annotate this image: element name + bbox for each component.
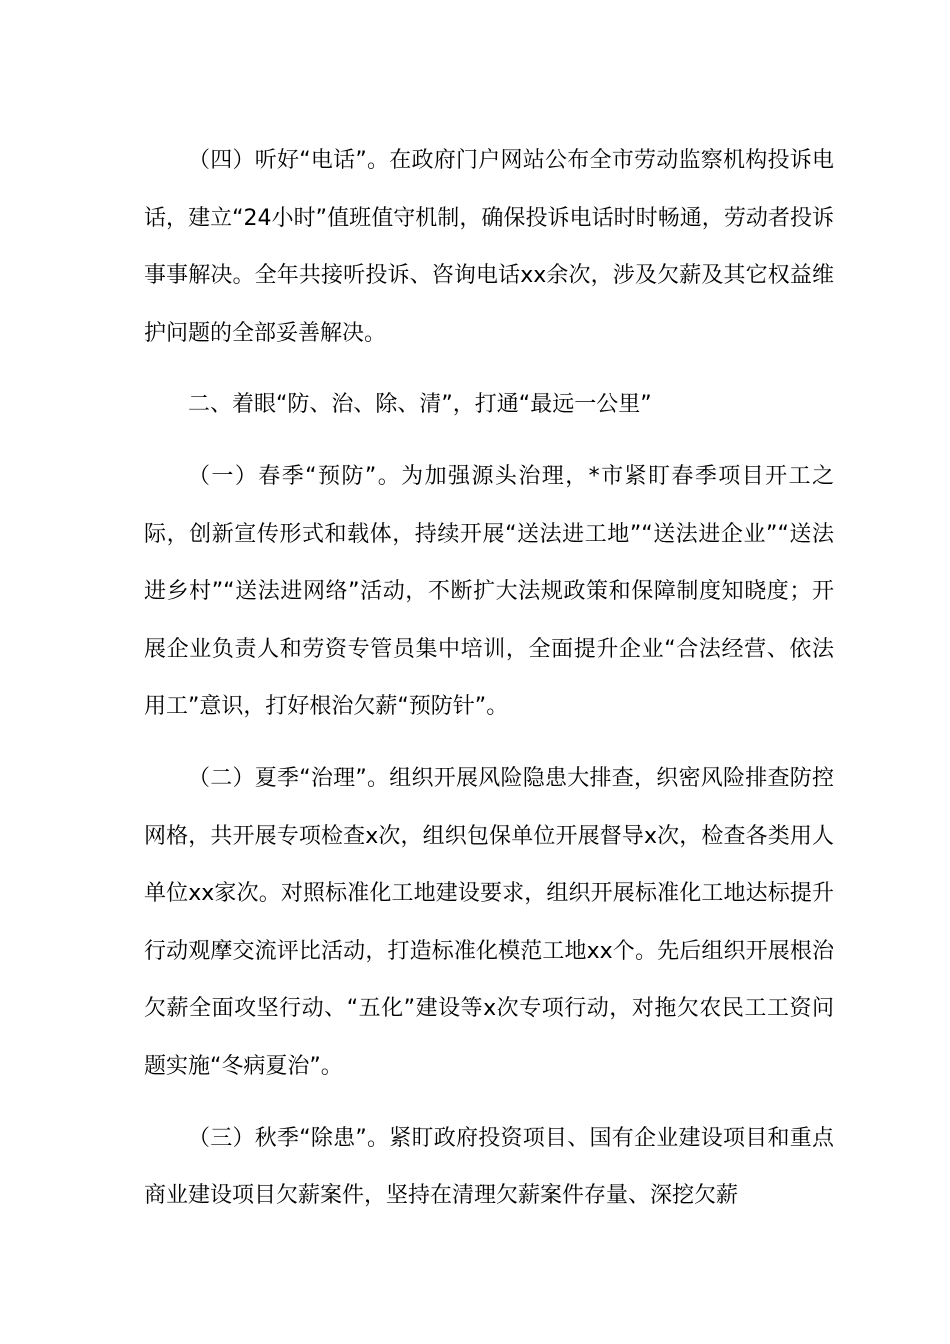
document-body [144, 132, 834, 1239]
paragraph-spring-prevention: （一）春季“预防”。为加强源头治理，*市紧盯春季项目开工之际，创新宣传形式和载体，持续开展“送法进工地”“送法进企业”“送法进乡村”“送法进网络”活动，不断扩大法规政策和保障制度知晓度；开展企业负责人和劳资专管员集中培训，全面提升企业“合法经营、依法用工”意识，打好根治欠薪“预防针”。 [144, 463, 834, 720]
paragraph-summer-governance: （二）夏季“治理”。组织开展风险隐患大排查，织密风险排查防控网格，共开展专项检查x次，组织包保单位开展督导x次，检查各类用人单位xx家次。对照标准化工地建设要求，组织开展标准化工地达标提升行动观摩交流评比活动，打造标准化模范工地xx个。先后组织开展根治欠薪全面攻坚行动、“五化”建设等x次专项行动，对拖欠农民工工资问题实施“冬病夏治”。 [144, 765, 834, 1079]
paragraph-phone-hotline: （四）听好“电话”。在政府门户网站公布全市劳动监察机构投诉电话，建立“24小时”值班值守机制，确保投诉电话时时畅通，劳动者投诉事事解决。全年共接听投诉、咨询电话xx余次，涉及欠薪及其它权益维护问题的全部妥善解决。 [144, 148, 834, 346]
section-heading-two: 二、着眼“防、治、除、清”，打通“最远一公里” [188, 392, 652, 418]
paragraph-autumn-elimination: （三）秋季“除患”。紧盯政府投资项目、国有企业建设项目和重点商业建设项目欠薪案件，坚持在清理欠薪案件存量、深挖欠薪 [144, 1125, 834, 1209]
